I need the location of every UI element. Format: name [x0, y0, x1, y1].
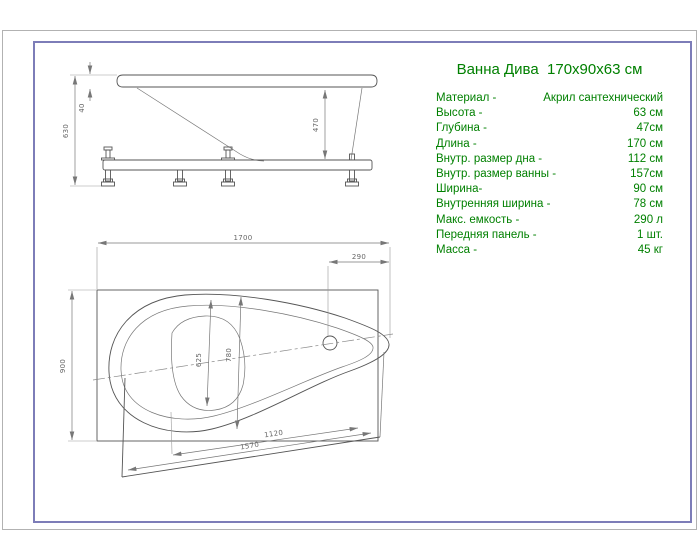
spec-row — [436, 228, 663, 243]
spec-value: 47см — [636, 122, 663, 135]
dim-label-inner-width: 780 — [225, 347, 233, 363]
spec-label: Передняя панель - — [436, 228, 537, 241]
extension-line — [171, 412, 172, 454]
spec-value: 112 см — [627, 152, 663, 165]
dim-line-1570 — [128, 433, 371, 470]
product-title: Ванна Дива 170x90x63 см — [456, 61, 643, 78]
dim-label-rim-height: 40 — [78, 103, 86, 113]
dim-label-drain-offset: 290 — [351, 253, 367, 261]
spec-label: Масса - — [436, 244, 478, 257]
spec-list — [436, 91, 663, 258]
dim-label-inner-bottom-length: 1120 — [263, 428, 284, 440]
spec-row — [436, 106, 663, 121]
center-axis-line — [93, 334, 393, 380]
spec-row — [436, 243, 663, 258]
spec-label: Высота - — [436, 107, 483, 120]
spec-value: Акрил сантехнический — [543, 92, 663, 104]
spec-row — [436, 167, 663, 182]
spec-value: 78 см — [633, 198, 663, 211]
spec-value: 157см — [630, 168, 663, 181]
spec-row — [436, 182, 663, 197]
spec-label: Внутр. размер ванны - — [436, 168, 557, 181]
spec-value: 63 см — [633, 107, 663, 120]
dim-label-inner-length: 1570 — [239, 440, 260, 452]
spec-row — [436, 91, 663, 106]
tub-rim-profile — [117, 75, 377, 87]
spec-panel — [436, 61, 663, 258]
panel-left-edge — [122, 378, 125, 477]
dim-label-inner-depth: 470 — [312, 117, 320, 133]
spec-label: Внутр. размер дна - — [436, 152, 543, 165]
spec-value: 170 см — [626, 137, 663, 150]
spec-label: Внутренняя ширина - — [436, 198, 551, 211]
side-view-drawing — [62, 62, 377, 186]
dim-label-overall-height: 630 — [62, 123, 70, 139]
tub-slope-line — [137, 88, 264, 161]
spec-label: Материал - — [436, 92, 497, 104]
dim-label-overall-width: 900 — [59, 358, 67, 374]
spec-value: 45 кг — [637, 244, 663, 257]
spec-label: Длина - — [436, 137, 477, 150]
spec-row — [436, 152, 663, 167]
spec-row — [436, 213, 663, 228]
dim-line-780 — [237, 297, 241, 429]
drain-hole — [323, 336, 337, 350]
tub-bottom-outline — [171, 316, 245, 410]
spec-label: Ширина- — [436, 183, 483, 196]
spec-value: 90 см — [633, 183, 663, 196]
dim-label-bottom-width: 625 — [195, 352, 203, 368]
spec-label: Глубина - — [436, 122, 487, 135]
spec-row — [436, 197, 663, 212]
tub-base-frame — [103, 160, 372, 170]
panel-right-edge — [380, 352, 384, 437]
dim-label-overall-length: 1700 — [233, 234, 253, 242]
top-view-drawing — [59, 234, 393, 477]
spec-row — [436, 121, 663, 136]
foot-3 — [222, 147, 235, 186]
tub-inner-rim — [121, 305, 373, 419]
spec-label: Макс. емкость - — [436, 213, 520, 226]
tub-right-wall — [351, 88, 362, 160]
tub-outer-rim — [109, 294, 389, 432]
spec-value: 1 шт. — [636, 228, 663, 241]
spec-row — [436, 137, 663, 152]
spec-value: 290 л — [633, 213, 663, 226]
foot-2 — [174, 170, 187, 186]
